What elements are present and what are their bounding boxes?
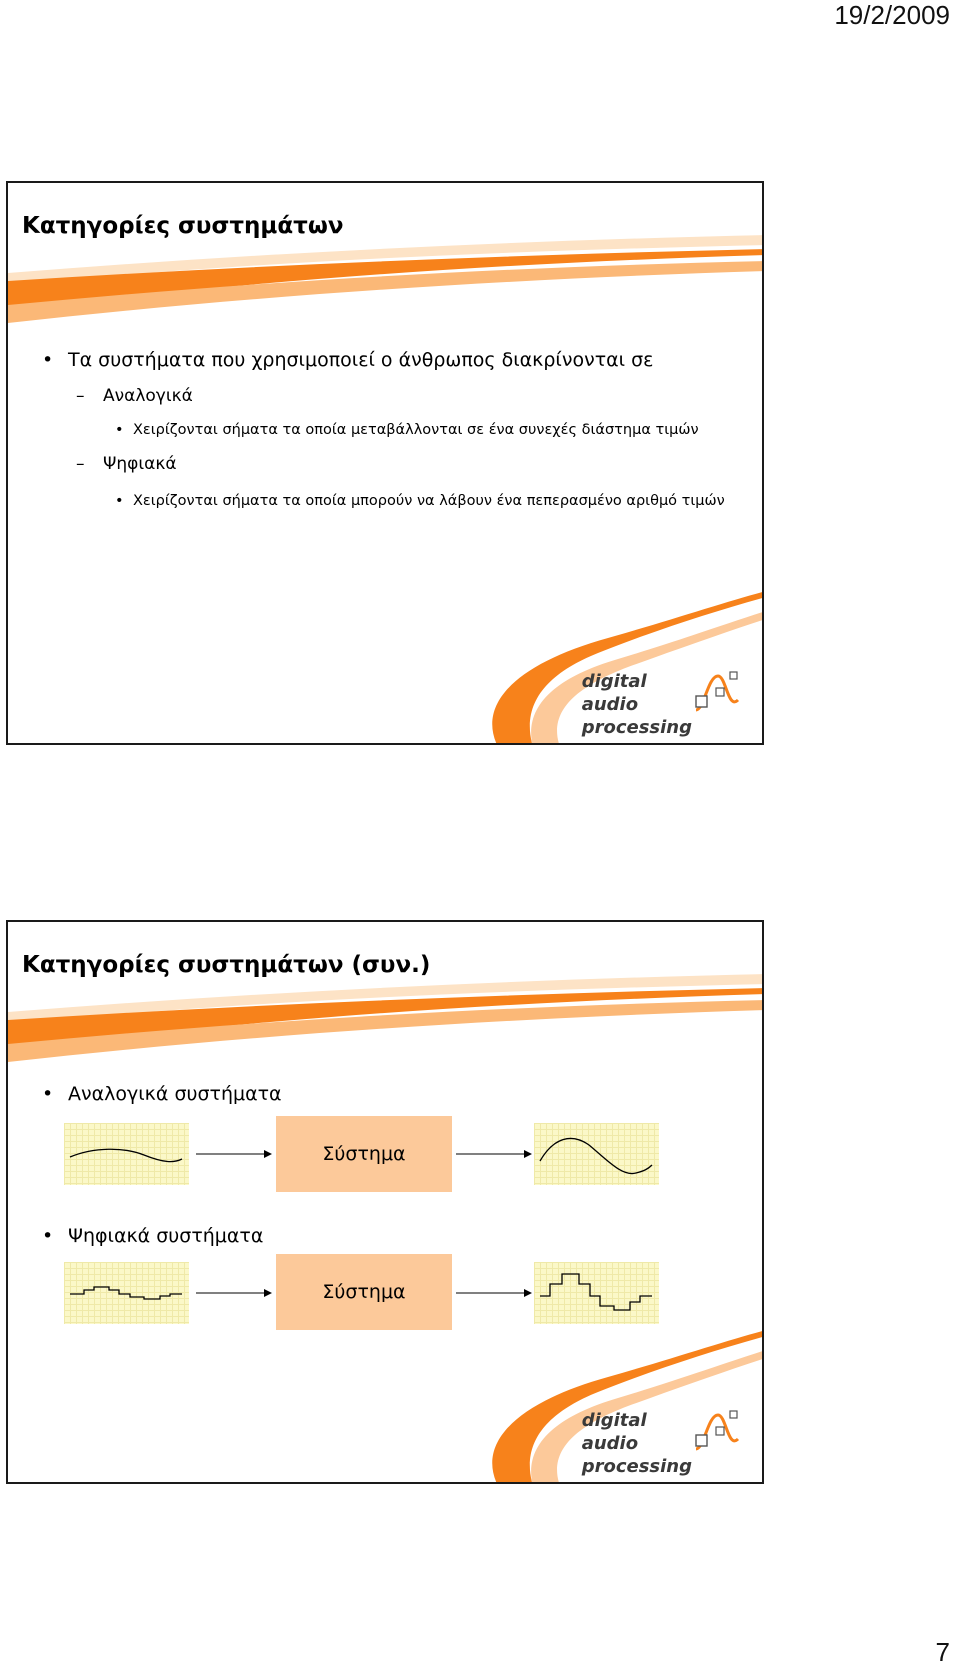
digital-system-label: Σύστημα (322, 1281, 406, 1303)
analog-input-signal (64, 1123, 189, 1185)
analog-system-label: Σύστημα (322, 1143, 406, 1165)
analog-arrow-out (456, 1147, 532, 1161)
logo (582, 1409, 740, 1478)
digital-input-wave (64, 1262, 189, 1324)
logo (582, 670, 740, 739)
bullet-text: Τα συστήματα που χρησιμοποιεί ο άνθρωπος διακρίνονται σε (68, 349, 654, 371)
logo-line-3: processing (581, 1456, 692, 1477)
page-date: 19/2/2009 (834, 0, 950, 30)
digital-output-signal (534, 1262, 659, 1324)
analog-output-wave (534, 1123, 659, 1185)
bullet-dot: • (115, 493, 124, 509)
bullet-dot: • (42, 349, 54, 371)
logo-line-1: digital (581, 1410, 647, 1431)
digital-arrow-in (196, 1286, 272, 1300)
digital-arrow-out (456, 1286, 532, 1300)
bullet-dot: • (42, 1225, 54, 1247)
slide-title: Κατηγορίες συστημάτων (συν.) (22, 952, 431, 978)
corner-swoosh (8, 922, 764, 1484)
logo-line-2: audio (581, 694, 639, 715)
analog-arrow-in (196, 1147, 272, 1161)
slide-1 (6, 181, 764, 745)
slide-title: Κατηγορίες συστημάτων (22, 213, 344, 239)
bullet-dot: • (42, 1083, 54, 1105)
analog-heading: Αναλογικά συστήματα (68, 1083, 282, 1105)
digital-output-wave (534, 1262, 659, 1324)
logo-line-2: audio (581, 1433, 639, 1454)
analog-label: Αναλογικά (103, 386, 193, 406)
analog-description: Χειρίζονται σήματα τα οποία μεταβάλλονται σε ένα συνεχές διάστημα τιμών (133, 422, 699, 438)
logo-line-3: processing (581, 717, 692, 738)
dash-marker: – (76, 386, 85, 406)
analog-input-wave (64, 1123, 189, 1185)
digital-input-signal (64, 1262, 189, 1324)
digital-heading: Ψηφιακά συστήματα (68, 1225, 264, 1247)
analog-system-box (276, 1116, 452, 1192)
sine-wave-icon (694, 670, 740, 720)
analog-output-signal (534, 1123, 659, 1185)
digital-system-box (276, 1254, 452, 1330)
bullet-dot: • (115, 422, 124, 438)
logo-line-1: digital (581, 671, 647, 692)
slide-2 (6, 920, 764, 1484)
page-number: 7 (935, 1637, 950, 1667)
sine-wave-icon (694, 1409, 740, 1459)
digital-label: Ψηφιακά (103, 454, 177, 474)
digital-description: Χειρίζονται σήματα τα οποία μπορούν να λάβουν ένα πεπερασμένο αριθμό τιμών (133, 493, 725, 509)
dash-marker: – (76, 454, 85, 474)
